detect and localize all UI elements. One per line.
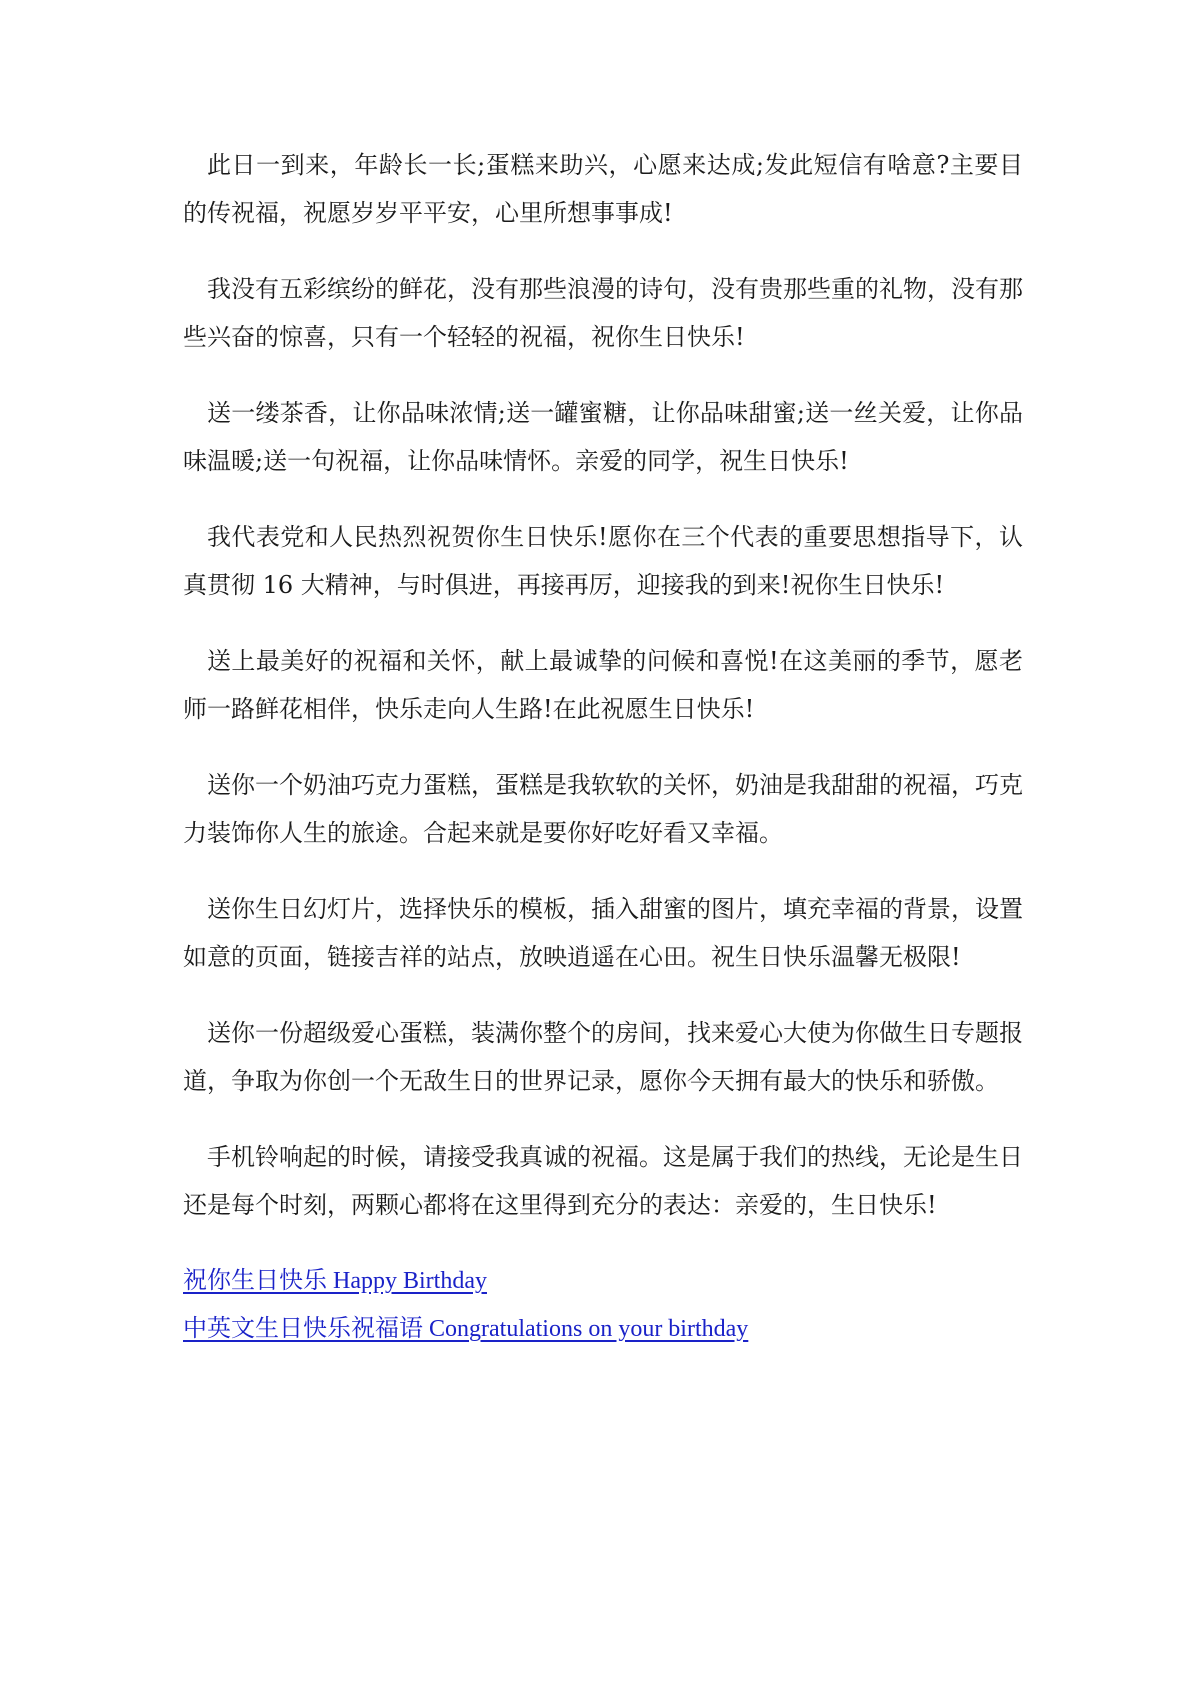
link-happy-birthday[interactable]: 祝你生日快乐 Happy Birthday <box>183 1268 487 1294</box>
paragraph-3: 送一缕茶香，让你品味浓情;送一罐蜜糖，让你品味甜蜜;送一丝关爱，让你品味温暖;送一句祝福，让你品味情怀。亲爱的同学，祝生日快乐! <box>183 399 1023 475</box>
related-links <box>183 1257 1023 1353</box>
paragraph-1: 此日一到来，年龄长一长;蛋糕来助兴，心愿来达成;发此短信有啥意?主要目的传祝福，祝愿岁岁平平安，心里所想事事成! <box>183 151 1023 227</box>
link-congratulations-birthday[interactable]: 中英文生日快乐祝福语 Congratulations on your birthday <box>183 1316 749 1342</box>
paragraph-9: 手机铃响起的时候，请接受我真诚的祝福。这是属于我们的热线，无论是生日还是每个时刻，两颗心都将在这里得到充分的表达：亲爱的，生日快乐! <box>183 1143 1023 1219</box>
paragraph-5: 送上最美好的祝福和关怀，献上最诚挚的问候和喜悦!在这美丽的季节，愿老师一路鲜花相伴，快乐走向人生路!在此祝愿生日快乐! <box>183 647 1023 723</box>
paragraph-2: 我没有五彩缤纷的鲜花，没有那些浪漫的诗句，没有贵那些重的礼物，没有那些兴奋的惊喜，只有一个轻轻的祝福，祝你生日快乐! <box>183 275 1023 351</box>
paragraph-7: 送你生日幻灯片，选择快乐的模板，插入甜蜜的图片，填充幸福的背景，设置如意的页面，链接吉祥的站点，放映逍遥在心田。祝生日快乐温馨无极限! <box>183 895 1023 971</box>
document-body <box>183 141 1023 1353</box>
paragraph-6: 送你一个奶油巧克力蛋糕，蛋糕是我软软的关怀，奶油是我甜甜的祝福，巧克力装饰你人生的旅途。合起来就是要你好吃好看又幸福。 <box>183 771 1023 847</box>
paragraph-4: 我代表党和人民热烈祝贺你生日快乐!愿你在三个代表的重要思想指导下，认真贯彻 16 大精神，与时俱进，再接再厉，迎接我的到来!祝你生日快乐! <box>183 523 1023 599</box>
paragraph-8: 送你一份超级爱心蛋糕，装满你整个的房间，找来爱心大使为你做生日专题报道，争取为你创一个无敌生日的世界记录，愿你今天拥有最大的快乐和骄傲。 <box>183 1019 1023 1095</box>
